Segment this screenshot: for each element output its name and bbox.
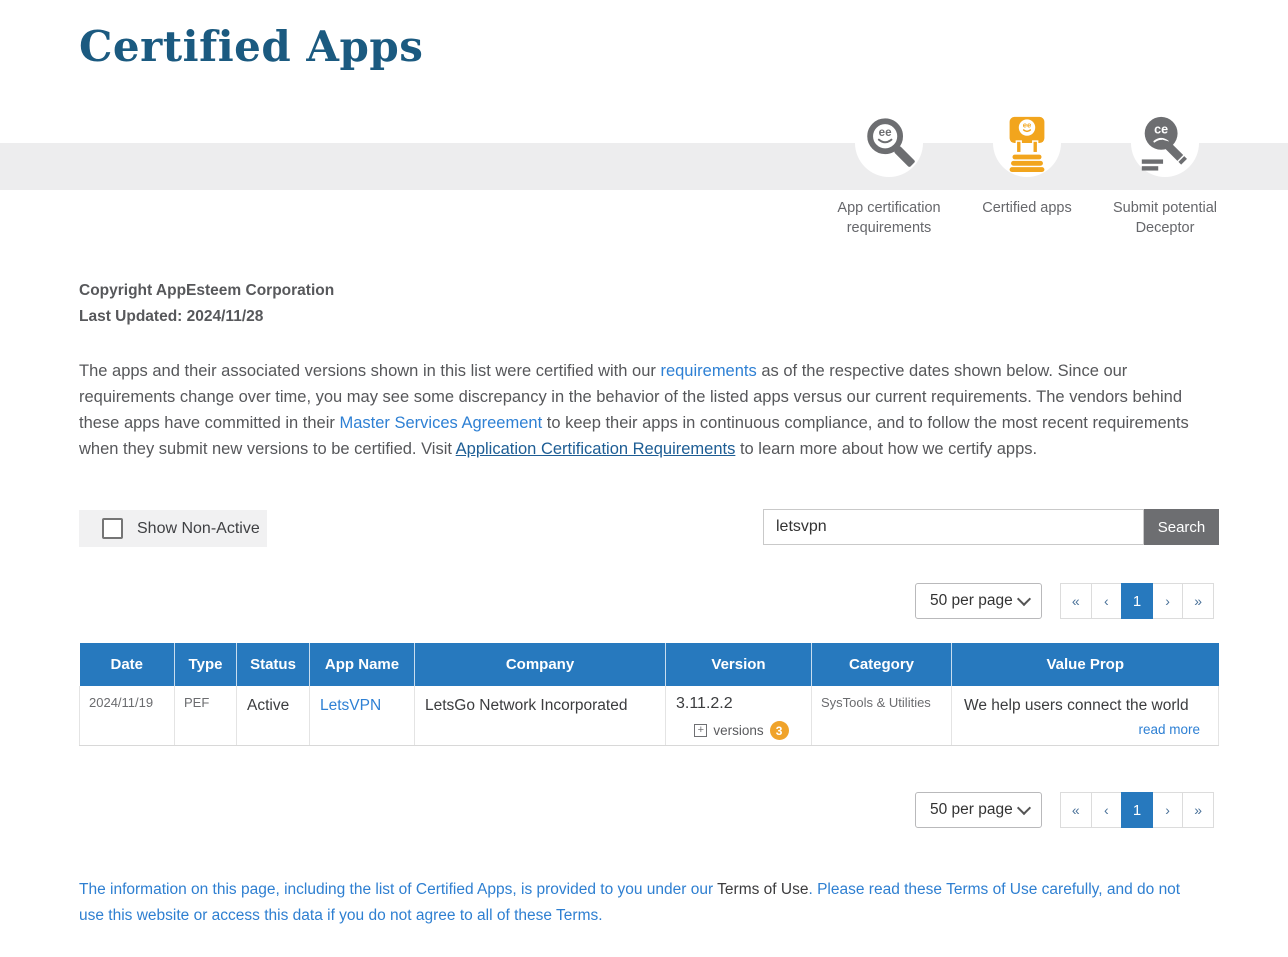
table-row [80, 686, 1219, 745]
chevron-down-icon [1017, 801, 1031, 815]
footer-text-2: . Please read these Terms of Use carefully, and do not use this website or access this data if you do not agree to all of these Terms. [79, 881, 1181, 924]
master-services-agreement-link[interactable]: Master Services Agreement [339, 414, 543, 432]
submit-potential-deceptor-icon [1131, 109, 1199, 177]
pager-next-button[interactable]: › [1152, 583, 1184, 619]
versions-label: versions [713, 723, 764, 738]
nav-submit-potential-deceptor[interactable] [1096, 109, 1234, 238]
terms-footer [79, 877, 1189, 929]
show-non-active-checkbox[interactable] [102, 518, 123, 539]
last-updated-line: Last Updated: 2024/11/28 [79, 308, 264, 325]
cell-company: LetsGo Network Incorporated [415, 686, 666, 745]
application-certification-requirements-link[interactable]: Application Certification Requirements [455, 440, 736, 458]
col-header-company: Company [415, 643, 666, 686]
nav-app-certification-requirements[interactable] [820, 109, 958, 238]
pagination-row-bottom [0, 792, 1288, 829]
app-certification-requirements-icon [855, 109, 923, 177]
cell-value-prop [952, 686, 1219, 745]
versions-count-badge: 3 [770, 721, 789, 740]
per-page-value: 50 per page [930, 592, 1013, 609]
pager-first-button[interactable]: « [1060, 583, 1092, 619]
page-title: Certified Apps [79, 22, 424, 71]
read-more-link[interactable]: read more [1138, 722, 1200, 737]
copyright-block [79, 278, 334, 330]
pagination-row-top [0, 583, 1288, 620]
pager-prev-button-bottom[interactable]: ‹ [1091, 792, 1123, 828]
col-header-type: Type [175, 643, 237, 686]
cell-category: SysTools & Utilities [812, 686, 952, 745]
search-input[interactable] [763, 509, 1144, 545]
pager-prev-button[interactable]: ‹ [1091, 583, 1123, 619]
col-header-category: Category [812, 643, 952, 686]
nav-label-app-certification-requirements: App certification requirements [837, 200, 941, 236]
expand-plus-icon[interactable]: + [694, 724, 707, 737]
per-page-select[interactable] [915, 583, 1042, 619]
requirements-link[interactable]: requirements [660, 362, 757, 380]
deceptor-pencil-icon [1136, 114, 1194, 172]
terms-of-use-link[interactable]: Terms of Use [717, 881, 809, 898]
cell-type: PEF [175, 686, 237, 745]
col-header-value-prop: Value Prop [952, 643, 1219, 686]
per-page-value-bottom: 50 per page [930, 801, 1013, 818]
nav-label-certified-apps: Certified apps [982, 200, 1072, 216]
certified-apps-table [79, 643, 1219, 746]
pager [1060, 583, 1214, 619]
nav-label-submit-potential-deceptor: Submit potential Deceptor [1113, 200, 1217, 236]
cell-app-name [310, 686, 415, 745]
search-button[interactable]: Search [1144, 509, 1219, 545]
version-number: 3.11.2.2 [676, 695, 733, 712]
pager-first-button-bottom[interactable]: « [1060, 792, 1092, 828]
footer-text-1: The information on this page, including the list of Certified Apps, is provided to you under our [79, 881, 718, 898]
app-name-link[interactable]: LetsVPN [320, 697, 382, 714]
table-header-row [80, 643, 1219, 686]
versions-expander[interactable] [676, 721, 807, 740]
nav-certified-apps[interactable] [958, 109, 1096, 238]
col-header-app-name: App Name [310, 643, 415, 686]
cell-version [666, 686, 812, 745]
show-non-active-toggle[interactable] [79, 510, 267, 547]
cell-status: Active [237, 686, 310, 745]
intro-paragraph [79, 358, 1207, 462]
show-non-active-label: Show Non-Active [137, 519, 260, 537]
value-prop-text: We help users connect the world [964, 697, 1189, 714]
pager-bottom [1060, 792, 1214, 828]
magnifier-ee-icon [860, 114, 918, 172]
chevron-down-icon [1017, 592, 1031, 606]
pager-last-button-bottom[interactable]: » [1182, 792, 1214, 828]
svg-text:ce: ce [1154, 122, 1169, 137]
col-header-status: Status [237, 643, 310, 686]
cell-date: 2024/11/19 [80, 686, 175, 745]
top-nav-shortcuts [820, 109, 1235, 238]
copyright-line: Copyright AppEsteem Corporation [79, 282, 335, 299]
svg-text:ee: ee [878, 125, 892, 139]
svg-text:ee: ee [1022, 120, 1032, 130]
intro-text-2: as of the respective dates shown below. Since our requirements change over time, you may see some discrepancy in the behavior of the listed apps versus our current requirements. The vendors behind these apps have committed in their [79, 362, 1183, 432]
pager-page-1[interactable]: 1 [1121, 583, 1153, 619]
pager-next-button-bottom[interactable]: › [1152, 792, 1184, 828]
certified-apps-icon [993, 109, 1061, 177]
pager-page-1-bottom[interactable]: 1 [1121, 792, 1153, 828]
per-page-select-bottom[interactable] [915, 792, 1042, 828]
intro-text-1: The apps and their associated versions shown in this list were certified with our [79, 362, 661, 380]
pager-last-button[interactable]: » [1182, 583, 1214, 619]
intro-text-3: to keep their apps in continuous compliance, and to follow the most recent requirements when they submit new versions to be certified. Visit [79, 414, 1189, 458]
col-header-date: Date [80, 643, 175, 686]
certificate-stack-icon [998, 114, 1056, 172]
intro-text-4: to learn more about how we certify apps. [735, 440, 1038, 458]
col-header-version: Version [666, 643, 812, 686]
